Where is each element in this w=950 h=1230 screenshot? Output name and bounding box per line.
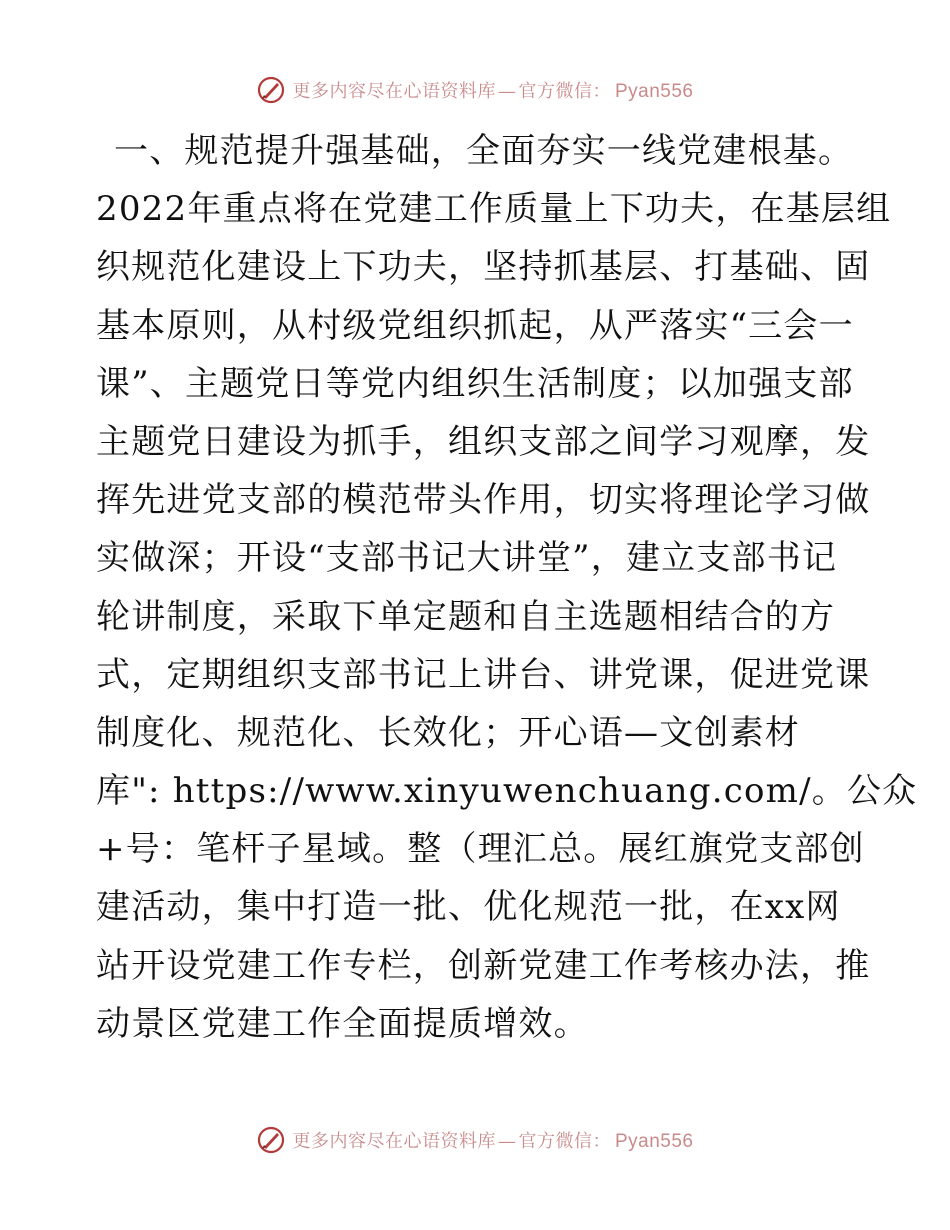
paragraph-line: 织规范化建设上下功夫，坚持抓基层、打基础、固 bbox=[96, 247, 871, 288]
quill-logo-icon bbox=[256, 75, 286, 105]
quill-logo-icon bbox=[256, 1125, 286, 1155]
document-body bbox=[96, 122, 918, 1053]
paragraph-line: 库": https://www.xinyuwenchuang.com/。公众 bbox=[96, 771, 918, 812]
paragraph-line: 课”、主题党日等党内组织生活制度；以加强支部 bbox=[96, 363, 854, 404]
header-watermark bbox=[0, 72, 950, 108]
watermark-contact-label: 官方微信： bbox=[518, 1131, 611, 1152]
watermark-separator: — bbox=[497, 81, 517, 102]
watermark-text: 更多内容尽在心语资料库 bbox=[292, 81, 496, 102]
section-heading: 一、规范提升强基础，全面夯实一线党建根基。 bbox=[114, 131, 854, 171]
watermark-contact-id: Pyan556 bbox=[614, 81, 694, 102]
paragraph-line: 式，定期组织支部书记上讲台、讲党课，促进党课 bbox=[96, 654, 871, 695]
paragraph-line: 制度化、规范化、长效化；开心语—文创素材 bbox=[96, 712, 800, 753]
paragraph-line: 建活动，集中打造一批、优化规范一批，在xx网 bbox=[96, 887, 841, 928]
watermark-text: 更多内容尽在心语资料库 bbox=[292, 1131, 496, 1152]
paragraph-line: 站开设党建工作专栏，创新党建工作考核办法，推 bbox=[96, 945, 871, 986]
paragraph-line: +号：笔杆子星域。整（理汇总。展红旗党支部创 bbox=[96, 829, 865, 870]
paragraph-line: 挥先进党支部的模范带头作用，切实将理论学习做 bbox=[96, 480, 871, 521]
paragraph-line: 2022年重点将在党建工作质量上下功夫，在基层组 bbox=[96, 189, 892, 230]
watermark-contact-label: 官方微信： bbox=[518, 81, 611, 102]
footer-watermark bbox=[0, 1122, 950, 1158]
watermark-text-group bbox=[292, 77, 693, 103]
watermark-text-group bbox=[292, 1127, 693, 1153]
paragraph-line: 动景区党建工作全面提质增效。 bbox=[96, 1003, 589, 1044]
watermark-separator: — bbox=[497, 1131, 517, 1152]
watermark-contact-id: Pyan556 bbox=[614, 1131, 694, 1152]
paragraph-line: 实做深；开设“支部书记大讲堂”，建立支部书记 bbox=[96, 538, 838, 579]
paragraph-line: 轮讲制度，采取下单定题和自主选题相结合的方 bbox=[96, 596, 836, 637]
paragraph-line: 主题党日建设为抓手，组织支部之间学习观摩，发 bbox=[96, 421, 871, 462]
paragraph-line: 基本原则，从村级党组织抓起，从严落实“三会一 bbox=[96, 305, 854, 346]
